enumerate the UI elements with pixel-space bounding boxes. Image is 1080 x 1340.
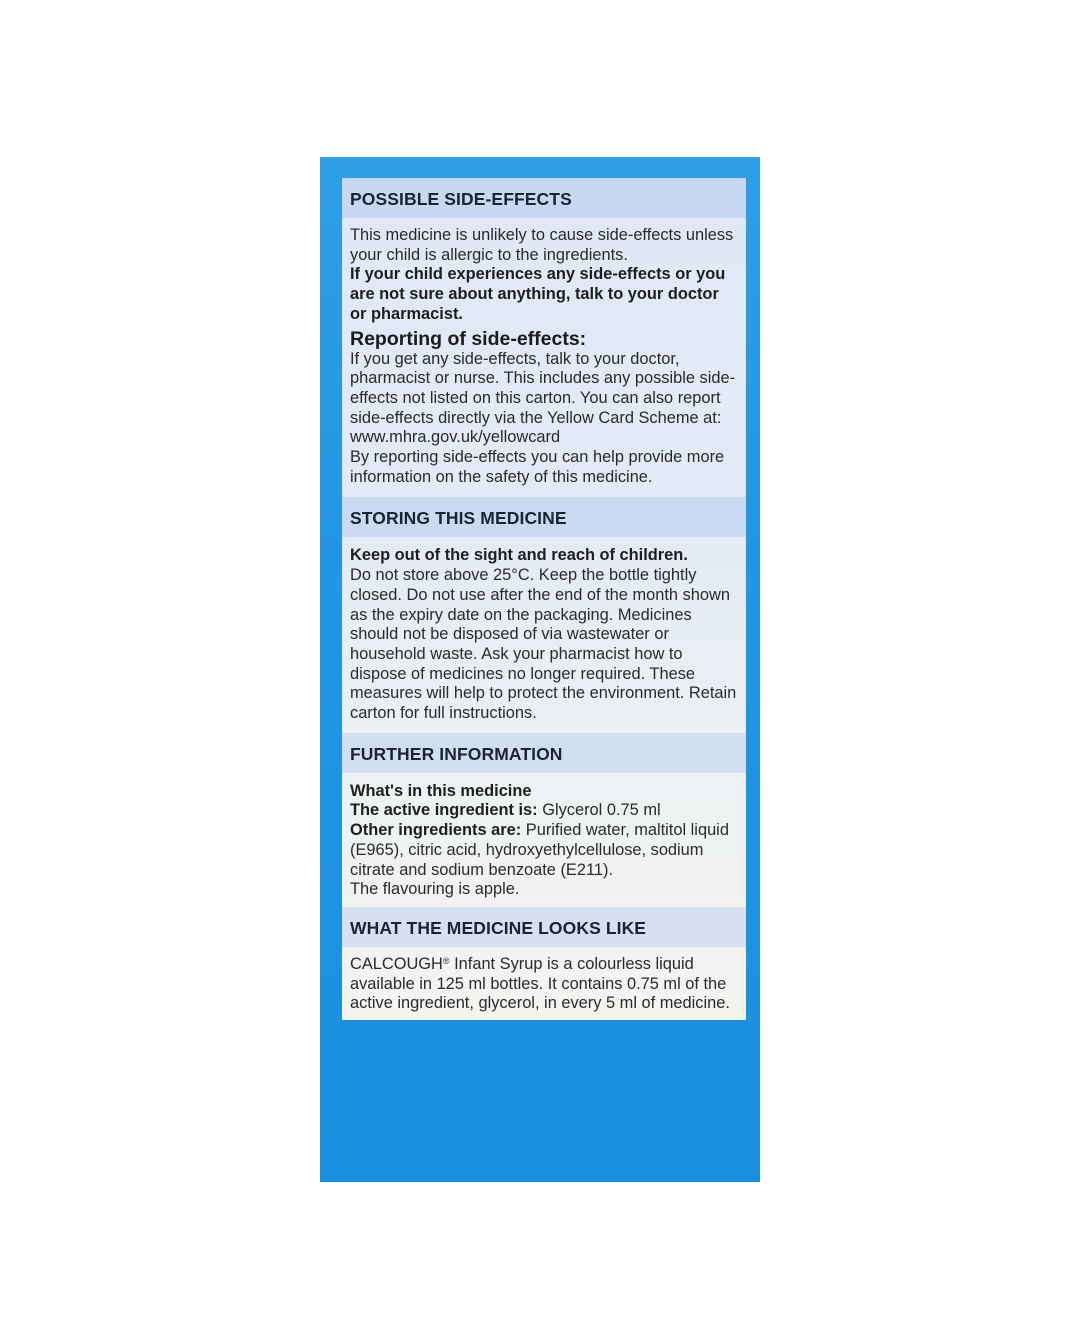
looks-like-description: Infant Syrup is a colourless liquid available in 125 ml bottles. It contains 0.75 ml of the active ingredient, glycerol, in every 5 ml of medicine.	[350, 954, 730, 1013]
reporting-closing: By reporting side-effects you can help provide more information on the safety of this medicine.	[350, 448, 725, 486]
side-effects-intro: This medicine is unlikely to cause side-effects unless your child is allergic to the ingredients.	[350, 226, 734, 264]
further-info-section	[342, 733, 746, 907]
looks-like-body	[342, 947, 746, 1020]
information-panel	[342, 178, 746, 1020]
flavouring-text: The flavouring is apple.	[350, 880, 520, 899]
other-ingredients-line	[350, 821, 738, 880]
further-info-header: FURTHER INFORMATION	[342, 733, 746, 773]
side-effects-section	[342, 178, 746, 497]
side-effects-header: POSSIBLE SIDE-EFFECTS	[342, 178, 746, 218]
active-ingredient-line	[350, 801, 738, 821]
storing-body	[342, 537, 746, 732]
looks-like-text-line	[350, 955, 738, 1014]
carton-back-panel	[320, 157, 760, 1182]
storing-header: STORING THIS MEDICINE	[342, 497, 746, 537]
whats-in-heading: What's in this medicine	[350, 781, 532, 800]
side-effects-body	[342, 218, 746, 497]
storing-bold-warning: Keep out of the sight and reach of children.	[350, 546, 688, 565]
looks-like-header: WHAT THE MEDICINE LOOKS LIKE	[342, 907, 746, 947]
brand-name: CALCOUGH	[350, 954, 443, 973]
other-ingredients-label: Other ingredients are:	[350, 821, 522, 840]
active-ingredient-value: Glycerol 0.75 ml	[537, 801, 661, 820]
reporting-text: If you get any side-effects, talk to your doctor, pharmacist or nurse. This includes any possible side-effects not listed on this carton. You can also report side-effects directly via the Yellow Card Scheme at: www.mhra.gov.uk/yellowcard	[350, 349, 736, 447]
looks-like-section	[342, 907, 746, 1020]
reporting-heading: Reporting of side-effects:	[350, 327, 587, 350]
other-ingredients-value: Purified water, maltitol liquid (E965), citric acid, hydroxyethylcellulose, sodium citrate and sodium benzoate (E211).	[350, 821, 729, 879]
further-info-body	[342, 773, 746, 907]
storing-section	[342, 497, 746, 732]
side-effects-bold-advice: If your child experiences any side-effects or you are not sure about anything, talk to your doctor or pharmacist.	[350, 265, 726, 323]
registered-mark: ®	[442, 955, 450, 966]
active-ingredient-label: The active ingredient is:	[350, 801, 538, 820]
storing-text: Do not store above 25°C. Keep the bottle tightly closed. Do not use after the end of the month shown as the expiry date on the packaging. Medicines should not be disposed of via wastewater or household waste. Ask your pharmacist how to dispose of medicines no longer required. These measures will help to protect the environment. Retain carton for full instructions.	[350, 566, 737, 723]
